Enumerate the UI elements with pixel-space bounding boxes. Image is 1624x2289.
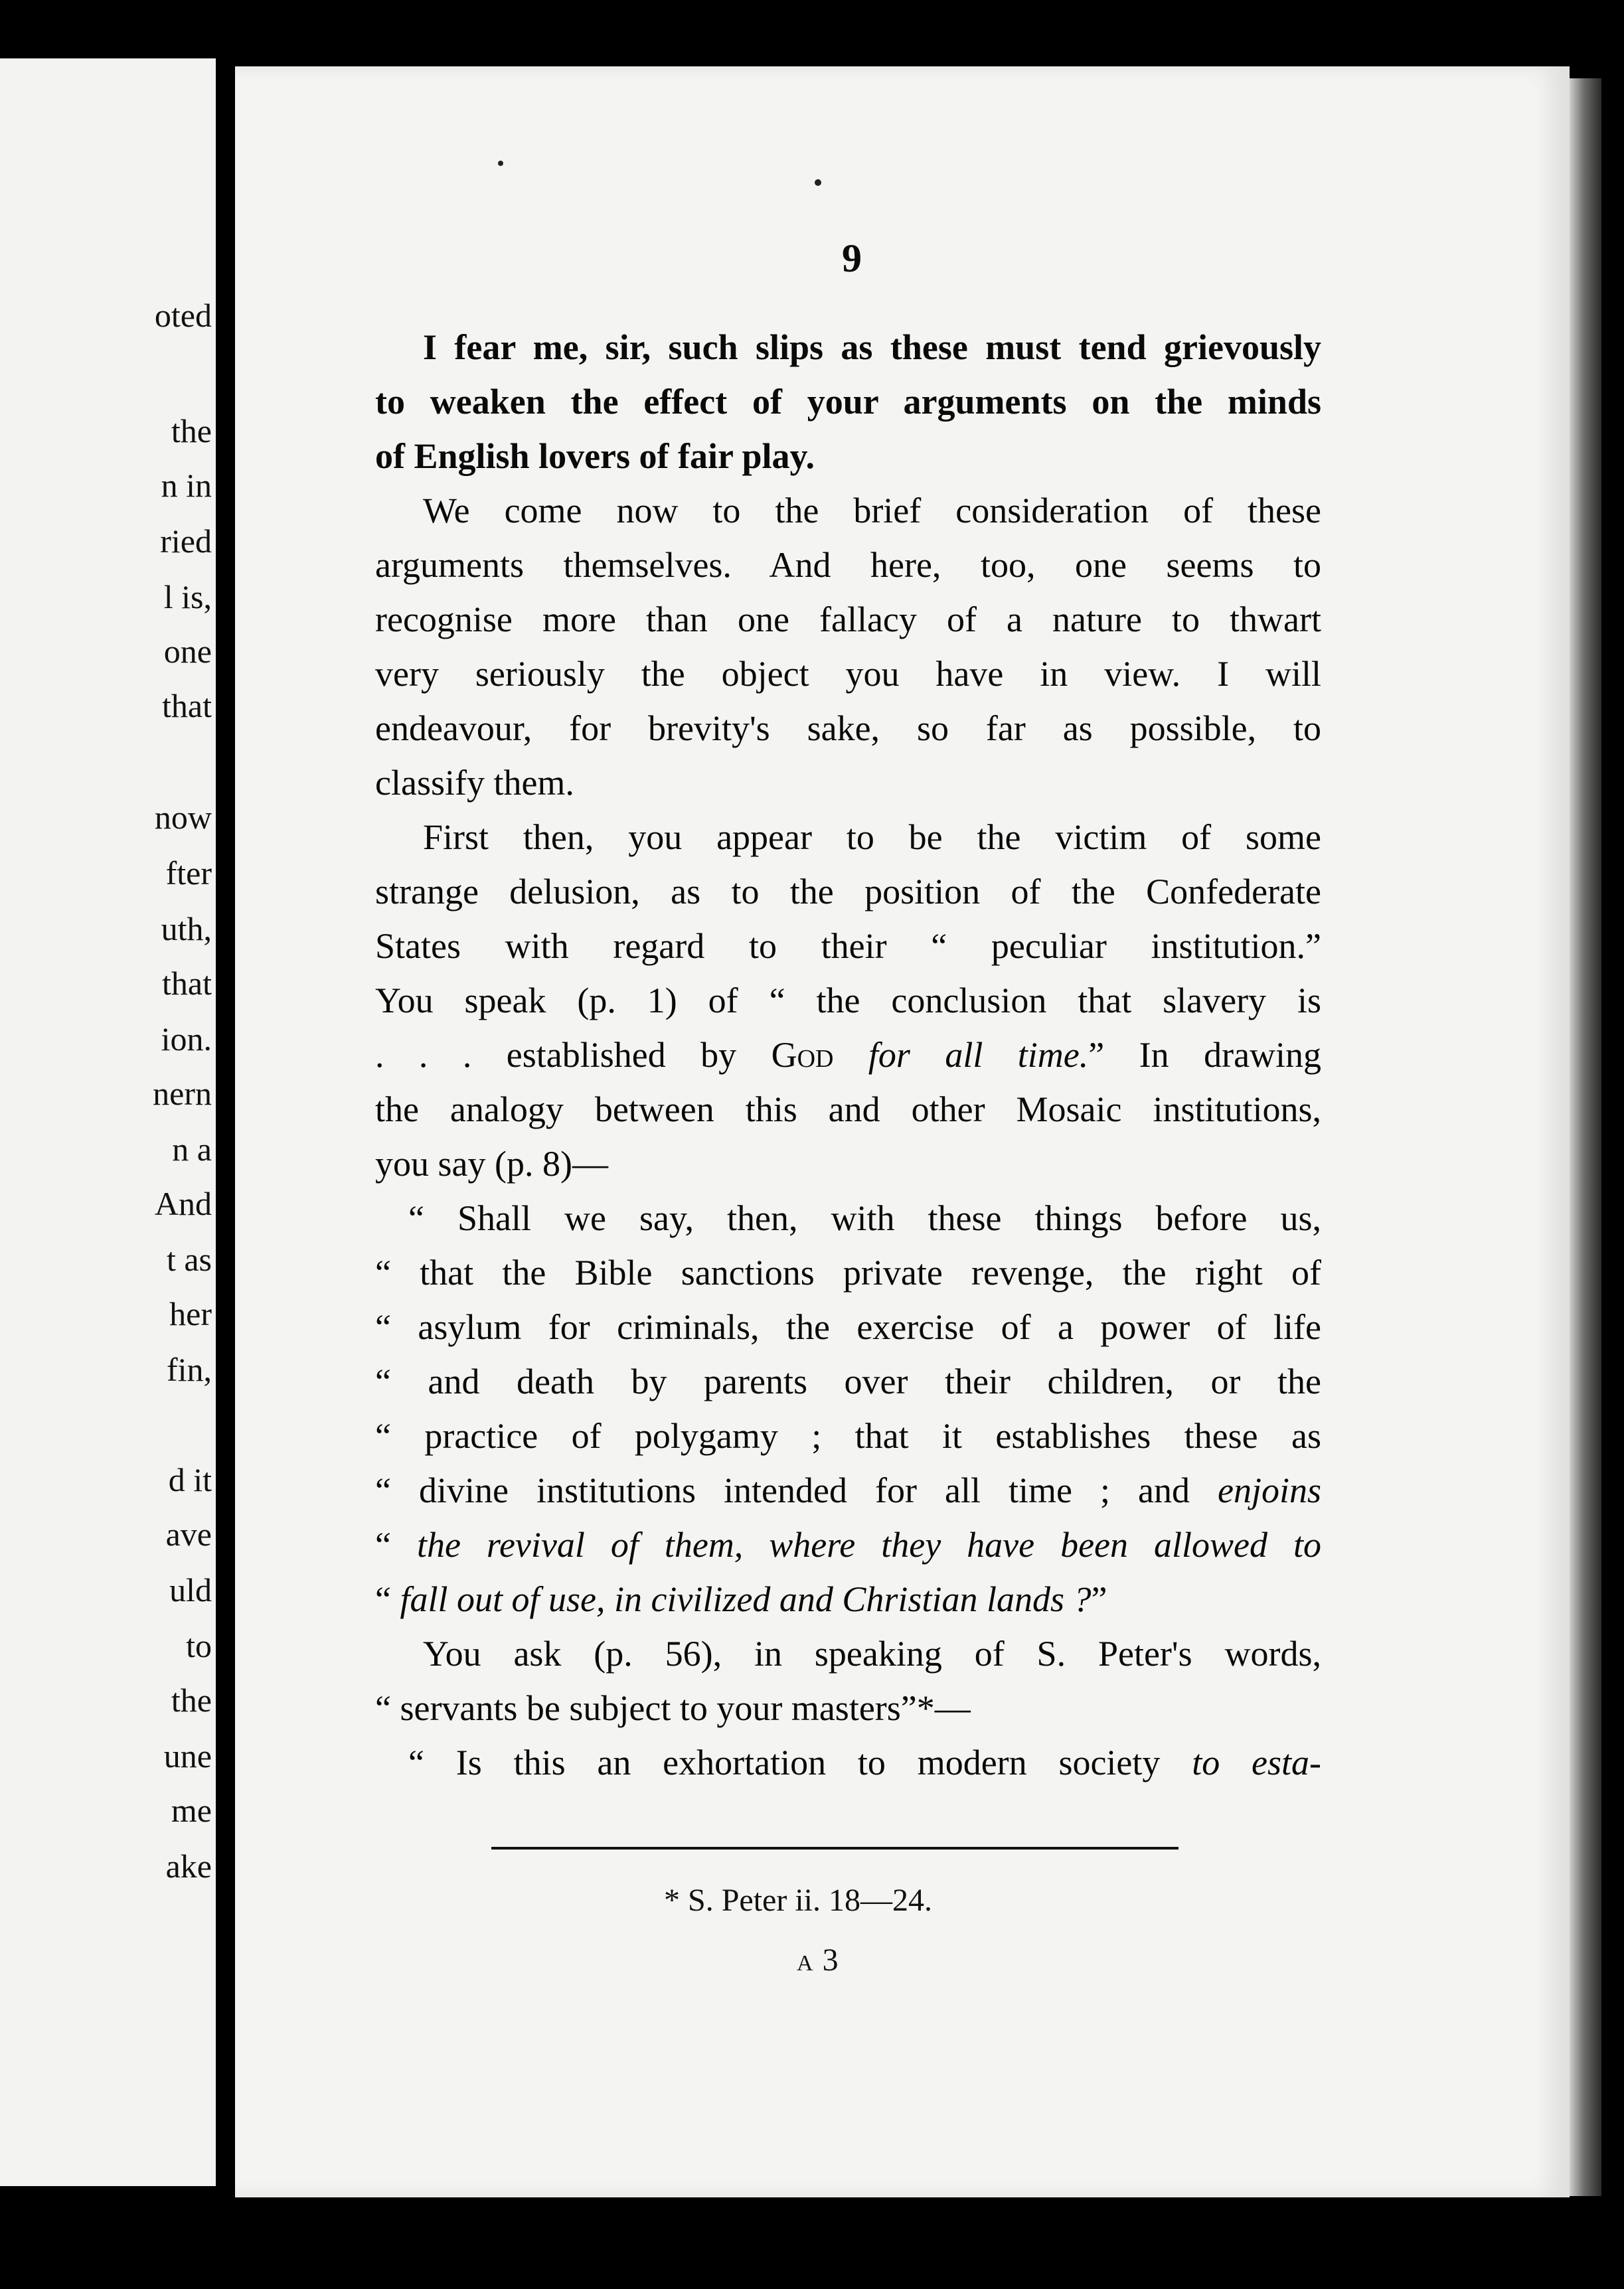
text-run: “ Is this an exhortation to modern society xyxy=(408,1743,1161,1782)
print-speck xyxy=(498,161,503,166)
facing-page-fragment: the xyxy=(171,412,212,449)
text-line: recognise more than one fallacy of a nature to thwart xyxy=(375,599,1321,639)
text-line xyxy=(375,1028,1321,1082)
facing-page-fragment: uth, xyxy=(161,910,212,947)
text-line: the analogy between this and other Mosaic institutions, xyxy=(375,1089,1321,1129)
text-line: I fear me, sir, such slips as these must tend grievously xyxy=(423,327,1321,367)
text-run-italic: enjoins xyxy=(1218,1470,1321,1510)
footnote: * S. Peter ii. 18—24. xyxy=(664,1883,932,1918)
quote-line xyxy=(375,1572,1321,1626)
quote-line xyxy=(375,1518,1321,1572)
quote-line: “ practice of polygamy ; that it establishes these as xyxy=(375,1416,1321,1456)
signature-letter: A xyxy=(797,1951,813,1976)
facing-page-fragment: n in xyxy=(161,467,212,504)
text-line: endeavour, for brevity's sake, so far as possible, to xyxy=(375,708,1321,748)
facing-page-fragment: ave xyxy=(165,1516,212,1553)
facing-page-fragment: n a xyxy=(172,1131,212,1168)
quote-line: “ that the Bible sanctions private revenge, the right of xyxy=(375,1253,1321,1293)
facing-page-fragment: me xyxy=(171,1792,212,1829)
facing-page-fragment: one xyxy=(163,633,212,670)
text-run-italic: fall out of use, in civilized and Christian lands ? xyxy=(400,1579,1092,1619)
text-line: you say (p. 8)— xyxy=(375,1144,608,1184)
facing-page-fragment: l is, xyxy=(163,578,212,615)
page-body xyxy=(375,320,1321,1790)
facing-page-fragment: nern xyxy=(153,1075,212,1112)
text-run: ” In drawing xyxy=(1088,1035,1322,1075)
facing-page-fragment: now xyxy=(154,799,212,836)
facing-page-fragment: d it xyxy=(168,1461,212,1498)
quote-line: “ Shall we say, then, with these things before us, xyxy=(408,1198,1321,1238)
text-run-italic: the revival of them, where they have been allowed to xyxy=(416,1525,1321,1565)
text-line: classify them. xyxy=(375,763,574,803)
text-line: First then, you appear to be the victim of some xyxy=(423,817,1321,857)
facing-page-fragment: the xyxy=(171,1682,212,1719)
quote-line xyxy=(375,1735,1321,1790)
facing-page-fragment: ried xyxy=(160,522,212,560)
facing-page-fragment: to xyxy=(186,1627,212,1664)
print-speck xyxy=(815,179,821,186)
text-run: “ xyxy=(375,1579,391,1619)
text-line: You ask (p. 56), in speaking of S. Peter's words, xyxy=(423,1634,1321,1674)
text-line: arguments themselves. And here, too, one seems to xyxy=(375,545,1321,585)
text-run-italic: to esta- xyxy=(1192,1743,1322,1782)
text-run-smallcaps: God xyxy=(771,1035,834,1075)
facing-page-fragment: uld xyxy=(169,1571,212,1609)
facing-page-fragment: that xyxy=(162,965,212,1002)
signature-mark xyxy=(797,1942,839,1978)
facing-page-fragment: ion. xyxy=(161,1020,212,1058)
quote-line: “ and death by parents over their children, or the xyxy=(375,1362,1321,1401)
footnote-rule xyxy=(491,1847,1178,1850)
page-edge-shadow xyxy=(1570,78,1601,2196)
text-line: States with regard to their “ peculiar institution.” xyxy=(375,926,1321,966)
text-line: You speak (p. 1) of “ the conclusion that slavery is xyxy=(375,981,1321,1020)
quote-line xyxy=(375,1463,1321,1518)
text-line: strange delusion, as to the position of the Confederate xyxy=(375,872,1321,911)
text-line: We come now to the brief consideration of these xyxy=(423,491,1321,530)
facing-page-fragment: that xyxy=(162,687,212,724)
text-line: to weaken the effect of your arguments on the minds xyxy=(375,382,1321,422)
facing-page-fragment: oted xyxy=(154,297,212,334)
signature-number: 3 xyxy=(822,1942,839,1978)
facing-page-fragment: t as xyxy=(166,1241,212,1278)
text-line: “ servants be subject to your masters”*— xyxy=(375,1688,971,1728)
text-run: “ divine institutions intended for all time ; and xyxy=(375,1470,1190,1510)
quote-line: “ asylum for criminals, the exercise of a power of life xyxy=(375,1307,1321,1347)
facing-page xyxy=(0,58,216,2186)
text-run: ” xyxy=(1091,1579,1107,1619)
facing-page-fragment: ake xyxy=(165,1848,212,1885)
text-run: “ xyxy=(375,1525,391,1565)
facing-page-fragment: une xyxy=(163,1737,212,1775)
text-line: very seriously the object you have in view. I will xyxy=(375,654,1321,694)
page-number: 9 xyxy=(842,236,862,280)
facing-page-fragment: her xyxy=(169,1295,212,1332)
facing-page-fragment: fter xyxy=(165,854,212,892)
text-run: . . . established by xyxy=(375,1035,737,1075)
text-run-italic: for all time. xyxy=(868,1035,1089,1075)
text-line: of English lovers of fair play. xyxy=(375,436,815,476)
facing-page-fragment: And xyxy=(154,1185,212,1222)
facing-page-fragment: fin, xyxy=(166,1351,212,1388)
